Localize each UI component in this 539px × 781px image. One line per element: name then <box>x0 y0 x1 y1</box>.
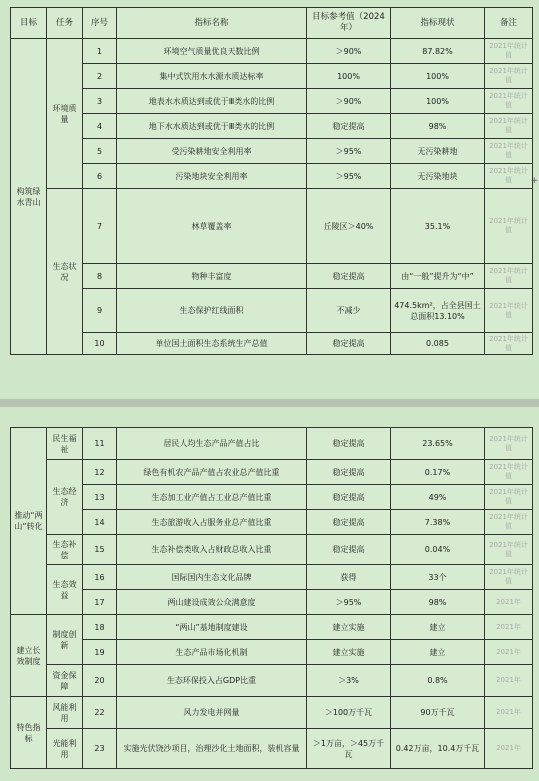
header-target: 目标参考值（2024年） <box>307 8 391 39</box>
task-cell: 生态效益 <box>47 565 83 615</box>
goal-cell: 推动“两山”转化 <box>11 428 47 615</box>
table-row: 建立长效制度 制度创新 18 “两山”基地制度建设 建立实施 建立 2021年 <box>11 615 533 640</box>
task-cell: 生态状况 <box>47 189 83 355</box>
goal-cell: 建立长效制度 <box>11 615 47 697</box>
table-row: 2 集中式饮用水水源水质达标率 100% 100% 2021年统计值 <box>11 64 533 89</box>
table-row: 推动“两山”转化 民生福祉 11 居民人均生态产品产值占比 稳定提高 23.65% 2021年统计值 <box>11 428 533 460</box>
table-row: 生态补偿 15 生态补偿类收入占财政总收入比重 稳定提高 0.04% 2021年统计值 <box>11 535 533 565</box>
goal-cell: 特色指标 <box>11 697 47 769</box>
table-row: 生态经济 12 绿色有机农产品产值占农业总产值比重 稳定提高 0.17% 2021年统计值 <box>11 460 533 485</box>
table-row: 17 两山建设成效公众满意度 ＞95% 98% 2021年 <box>11 590 533 615</box>
indicator-table-part2 <box>10 427 533 769</box>
table-row: 14 生态旅游收入占服务业总产值比重 稳定提高 7.38% 2021年统计值 <box>11 510 533 535</box>
indicator-table-part1 <box>10 7 533 355</box>
header-note: 备注 <box>485 8 533 39</box>
table-row: 19 生态产品市场化机制 建立实施 建立 2021年 <box>11 640 533 665</box>
page-break-divider <box>0 399 539 407</box>
table-row: 8 物种丰富度 稳定提高 由“一般”提升为“中” 2021年统计值 <box>11 264 533 289</box>
table-row: 构筑绿水青山 环境质量 1 环境空气质量优良天数比例 ＞90% 87.82% 2021年统计值 <box>11 39 533 64</box>
table-row: 10 单位国土面积生态系统生产总值 稳定提高 0.085 2021年统计值 <box>11 333 533 355</box>
header-indicator: 指标名称 <box>117 8 307 39</box>
table-row: 生态状况 7 林草覆盖率 丘陵区＞40% 35.1% 2021年统计值 <box>11 189 533 264</box>
header-task: 任务 <box>47 8 83 39</box>
header-no: 序号 <box>83 8 117 39</box>
task-cell: 制度创新 <box>47 615 83 665</box>
table-row: 6 污染地块安全利用率 ＞95% 无污染地块 2021年统计值 <box>11 164 533 189</box>
table-header-row <box>11 8 533 39</box>
task-cell: 民生福祉 <box>47 428 83 460</box>
table-row: 资金保障 20 生态环保投入占GDP比重 ＞3% 0.8% 2021年 <box>11 665 533 697</box>
table-row: 13 生态加工业产值占工业总产值比重 稳定提高 49% 2021年统计值 <box>11 485 533 510</box>
task-cell: 资金保障 <box>47 665 83 697</box>
table-row: 特色指标 风能利用 22 风力发电并网量 ＞100万千瓦 90万千瓦 2021年 <box>11 697 533 729</box>
task-cell: 环境质量 <box>47 39 83 189</box>
table-row: 9 生态保护红线面积 不减少 474.5km²，占全县国土总面积13.10% 2021年统计值 <box>11 289 533 333</box>
task-cell: 光能利用 <box>47 729 83 769</box>
task-cell: 生态补偿 <box>47 535 83 565</box>
table-row: 光能利用 23 实施光伏饶沙项目，治理沙化土地面积，装机容量 ＞1万亩，＞45万千瓦 0.42万亩，10.4万千瓦 2021年 <box>11 729 533 769</box>
header-goal: 目标 <box>11 8 47 39</box>
goal-cell: 构筑绿水青山 <box>11 39 47 355</box>
table-row: 5 受污染耕地安全利用率 ＞95% 无污染耕地 2021年统计值 <box>11 139 533 164</box>
table-row: 4 地下水水质达到或优于Ⅲ类水的比例 稳定提高 98% 2021年统计值 <box>11 114 533 139</box>
task-cell: 生态经济 <box>47 460 83 535</box>
table-row: 生态效益 16 国际国内生态文化品牌 获得 33个 2021年统计值 <box>11 565 533 590</box>
task-cell: 风能利用 <box>47 697 83 729</box>
table-row: 3 地表水水质达到或优于Ⅲ类水的比例 ＞90% 100% 2021年统计值 <box>11 89 533 114</box>
header-status: 指标现状 <box>391 8 485 39</box>
table-edge-marker-icon: + <box>530 176 538 186</box>
